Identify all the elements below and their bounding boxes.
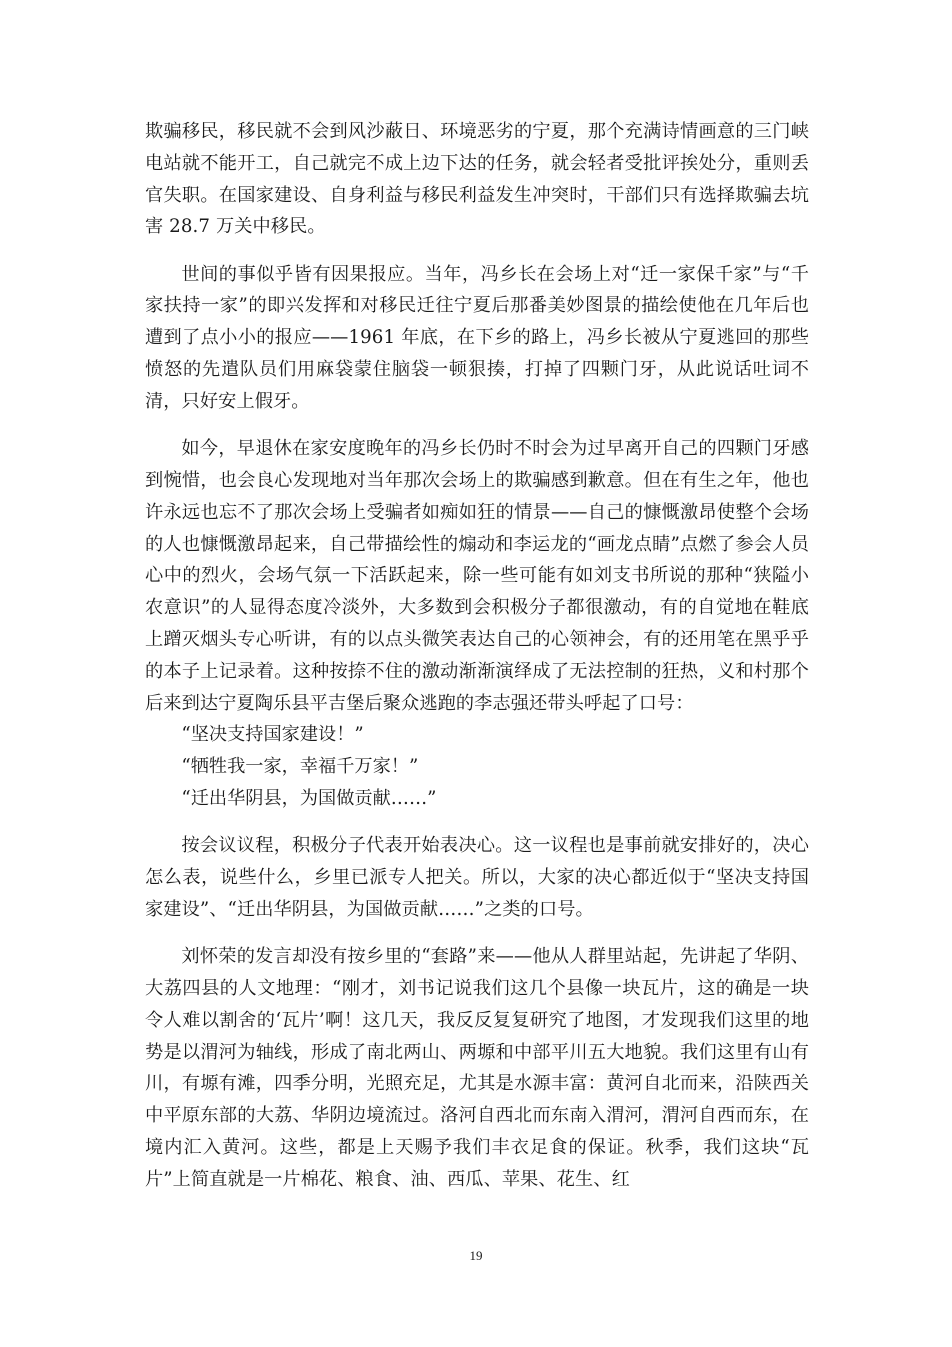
slogan-quote: “坚决支持国家建设！” bbox=[181, 724, 364, 746]
paragraph: 刘怀荣的发言却没有按乡里的“套路”来——他从人群里站起，先讲起了华阴、大荔四县的人文地理：“刚才，刘书记说我们这几个县像一块瓦片，这的确是一块令人难以割舍的‘瓦片’啊！这几天，我反反复复研究了地图，才发现我们这里的地势是以渭河为轴线，形成了南北两山、两塬和中部平川五大地貌。我们这里有山有川，有塬有滩，四季分明，光照充足，尤其是水源丰富：黄河自北而来，沿陕西关中平原东部的大荔、华阴边境流过。洛河自西北而东南入渭河，渭河自西而东，在境内汇入黄河。这些，都是上天赐予我们丰衣足食的保证。秋季，我们这块“瓦片”上简直就是一片棉花、粮食、油、西瓜、苹果、花生、红 bbox=[145, 946, 809, 1190]
body-text bbox=[145, 116, 809, 1196]
paragraph: 按会议议程，积极分子代表开始表决心。这一议程也是事前就安排好的，决心怎么表，说些什么，乡里已派专人把关。所以，大家的决心都近似于“坚决支持国家建设”、“迁出华阴县，为国做贡献……”之类的口号。 bbox=[145, 835, 809, 920]
paragraph-continuation: 欺骗移民，移民就不会到风沙蔽日、环境恶劣的宁夏，那个充满诗情画意的三门峡电站就不能开工，自己就完不成上边下达的任务，就会轻者受批评挨处分，重则丢官失职。在国家建设、自身利益与移民利益发生冲突时，干部们只有选择欺骗去坑害 28.7 万关中移民。 bbox=[145, 121, 809, 238]
paragraph: 世间的事似乎皆有因果报应。当年，冯乡长在会场上对“迁一家保千家”与“千家扶持一家”的即兴发挥和对移民迁往宁夏后那番美妙图景的描绘使他在几年后也遭到了点小小的报应——1961 年底，在下乡的路上，冯乡长被从宁夏逃回的那些愤怒的先遣队员们用麻袋蒙住脑袋一顿狠揍，打掉了四颗门牙，从此说话吐词不清，只好安上假牙。 bbox=[145, 263, 809, 412]
paragraph: 如今，早退休在家安度晚年的冯乡长仍时不时会为过早离开自己的四颗门牙感到惋惜，也会良心发现地对当年那次会场上的欺骗感到歉意。但在有生之年，他也许永远也忘不了那次会场上受骗者如痴如狂的情景——自己的慷慨激昂使整个会场的人也慷慨激昂起来，自己带描绘性的煽动和李运龙的“画龙点睛”点燃了参会人员心中的烈火，会场气氛一下活跃起来，除一些可能有如刘支书所说的那种“狭隘小农意识”的人显得态度冷淡外，大多数到会积极分子都很激动，有的自觉地在鞋底上蹭灭烟头专心听讲，有的以点头微笑表达自己的心领神会，有的还用笔在黑乎乎的本子上记录着。这种按捺不住的激动渐渐演绎成了无法控制的狂热，义和村那个后来到达宁夏陶乐县平吉堡后聚众逃跑的李志强还带头呼起了口号： bbox=[145, 438, 809, 714]
slogan-quote: “迁出华阴县，为国做贡献……” bbox=[181, 787, 437, 809]
page-number: 19 bbox=[469, 1248, 483, 1263]
slogan-quote: “牺牲我一家，幸福千万家！” bbox=[181, 756, 419, 778]
